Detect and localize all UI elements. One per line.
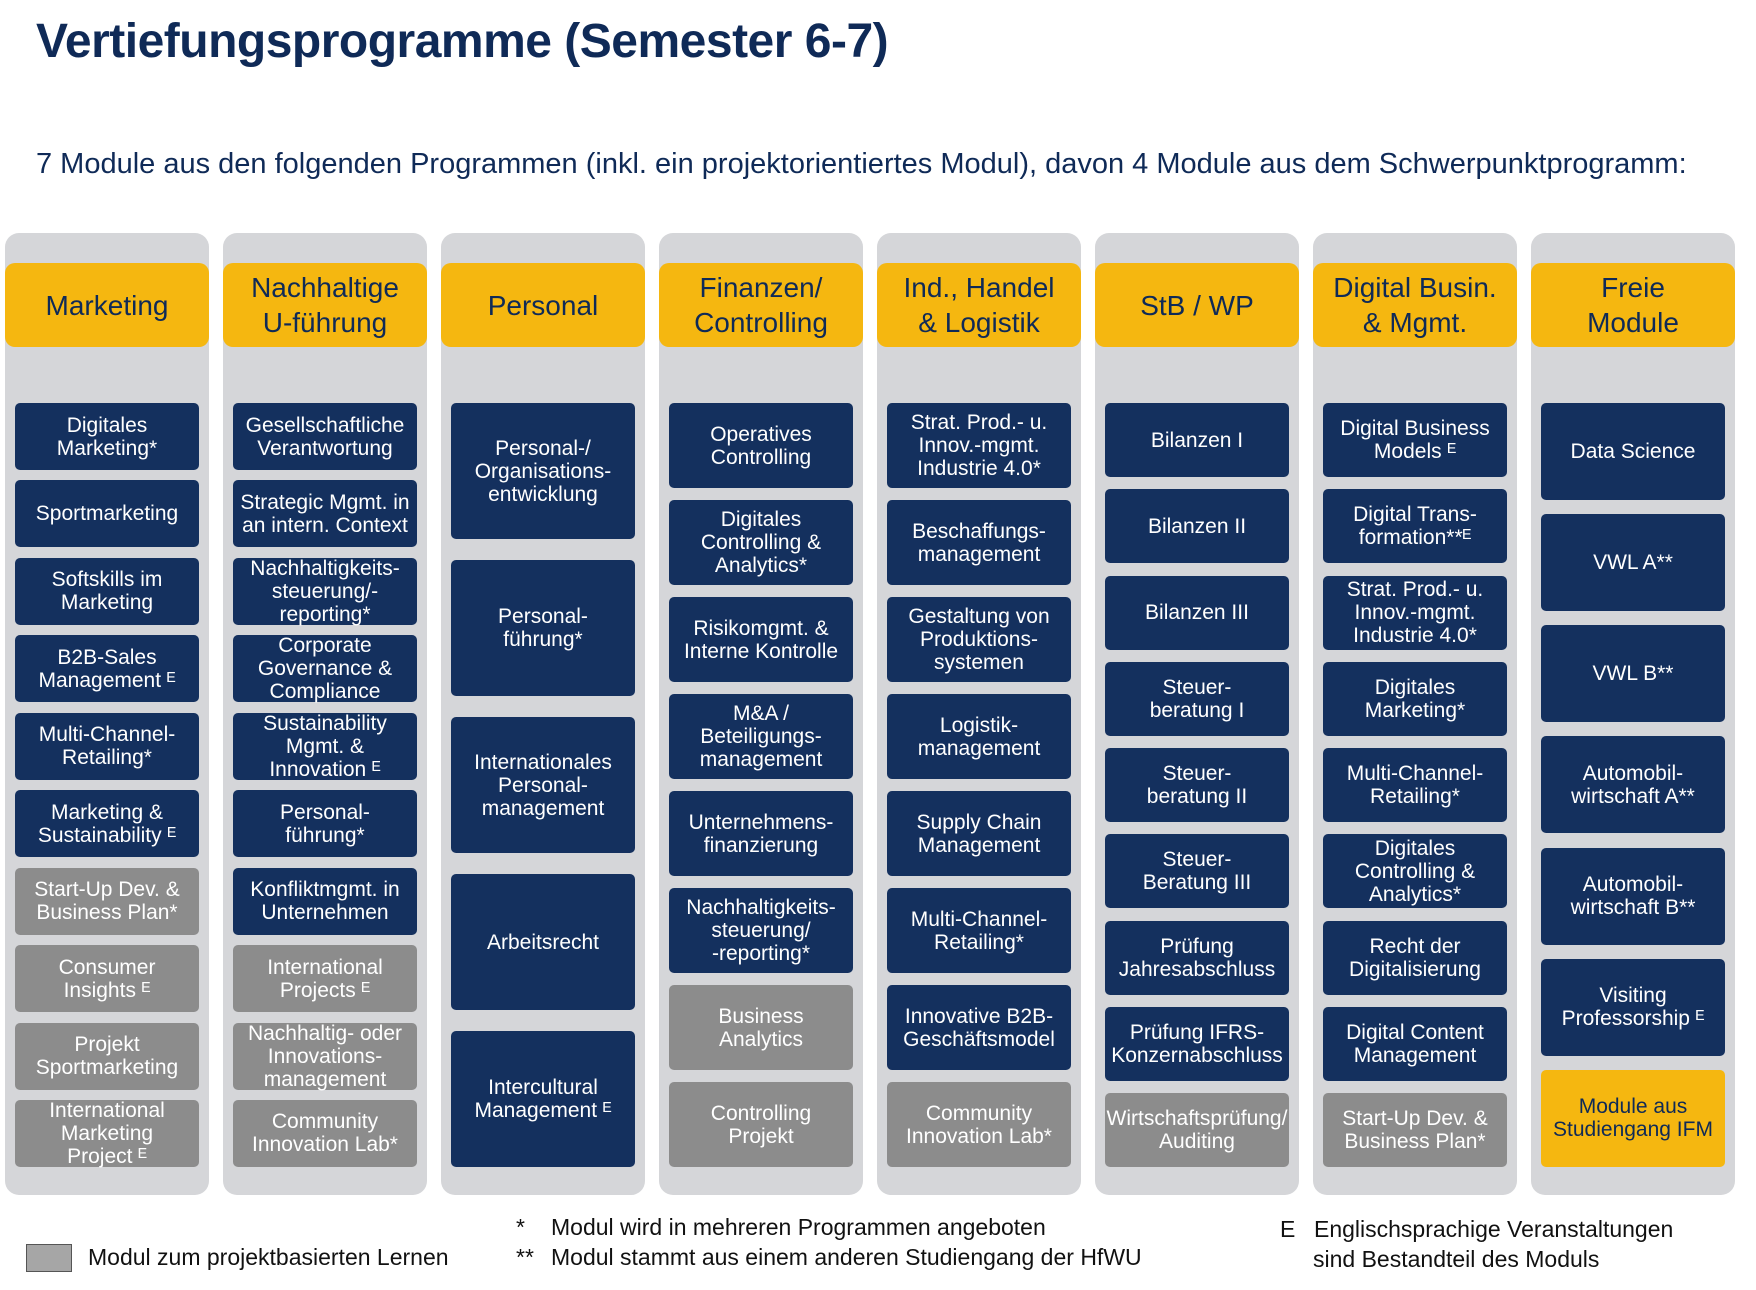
module-card: Personal-/ Organisations- entwicklung: [451, 403, 635, 539]
module-card: Strat. Prod.- u. Innov.-mgmt. Industrie 4.0*: [887, 403, 1071, 488]
module-card: Nachhaltigkeits- steuerung/ -reporting*: [669, 888, 853, 973]
legend-e-text-line1: Englischsprachige Veranstaltungen: [1314, 1216, 1674, 1242]
legend-project-label: Modul zum projektbasierten Lernen: [88, 1244, 449, 1270]
module-card: Marketing & Sustainability ᴱ: [15, 790, 199, 857]
module-list: [15, 403, 199, 1167]
program-column: [1313, 233, 1517, 1195]
module-card: VWL B**: [1541, 625, 1725, 722]
module-card: Personal- führung*: [233, 790, 417, 857]
module-card: Business Analytics: [669, 985, 853, 1070]
module-card: Unternehmens- finanzierung: [669, 791, 853, 876]
module-list: [451, 403, 635, 1167]
legend-e-text-line2: sind Bestandteil des Moduls: [1313, 1246, 1600, 1272]
module-card: Multi-Channel- Retailing*: [15, 713, 199, 780]
module-list: [1323, 403, 1507, 1167]
program-column: [223, 233, 427, 1195]
module-card: Arbeitsrecht: [451, 874, 635, 1010]
module-card: Start-Up Dev. & Business Plan*: [1323, 1093, 1507, 1167]
module-card: Module aus Studiengang IFM: [1541, 1070, 1725, 1167]
module-card: Gestaltung von Produktions- systemen: [887, 597, 1071, 682]
module-card: Corporate Governance & Compliance: [233, 635, 417, 702]
module-list: [1541, 403, 1725, 1167]
legend-star-text: Modul wird in mehreren Programmen angeboten: [551, 1214, 1046, 1240]
module-card: International Projects ᴱ: [233, 945, 417, 1012]
module-card: Digital Content Management: [1323, 1007, 1507, 1081]
module-card: Strategic Mgmt. in an intern. Context: [233, 480, 417, 547]
module-card: Digital Trans- formation**ᴱ: [1323, 489, 1507, 563]
module-card: Softskills im Marketing: [15, 558, 199, 625]
module-card: Recht der Digitalisierung: [1323, 921, 1507, 995]
module-card: Nachhaltigkeits- steuerung/- reporting*: [233, 558, 417, 625]
module-card: Community Innovation Lab*: [887, 1082, 1071, 1167]
module-card: VWL A**: [1541, 514, 1725, 611]
module-card: Digitales Controlling & Analytics*: [669, 500, 853, 585]
program-column: [659, 233, 863, 1195]
module-card: Operatives Controlling: [669, 403, 853, 488]
program-column: [1095, 233, 1299, 1195]
legend-double-star-text: Modul stammt aus einem anderen Studiengang der HfWU: [551, 1244, 1142, 1270]
module-card: Steuer- Beratung III: [1105, 834, 1289, 908]
module-card: Prüfung Jahresabschluss: [1105, 921, 1289, 995]
module-card: Digitales Marketing*: [1323, 662, 1507, 736]
program-header: Personal: [441, 263, 645, 347]
module-card: Innovative B2B- Geschäftsmodel: [887, 985, 1071, 1070]
module-card: Intercultural Management ᴱ: [451, 1031, 635, 1167]
module-card: Digital Business Models ᴱ: [1323, 403, 1507, 477]
program-header: Nachhaltige U-führung: [223, 263, 427, 347]
module-card: Multi-Channel- Retailing*: [887, 888, 1071, 973]
program-header: Marketing: [5, 263, 209, 347]
module-list: [233, 403, 417, 1167]
module-card: Nachhaltig- oder Innovations- management: [233, 1023, 417, 1090]
module-card: M&A / Beteiligungs- management: [669, 694, 853, 779]
module-card: International Marketing Project ᴱ: [15, 1100, 199, 1167]
module-card: Bilanzen I: [1105, 403, 1289, 477]
page-title: Vertiefungsprogramme (Semester 6-7): [36, 15, 889, 68]
program-header: Ind., Handel & Logistik: [877, 263, 1081, 347]
module-list: [669, 403, 853, 1167]
module-card: Steuer- beratung I: [1105, 662, 1289, 736]
module-list: [1105, 403, 1289, 1167]
module-card: Digitales Controlling & Analytics*: [1323, 834, 1507, 908]
module-card: Consumer Insights ᴱ: [15, 945, 199, 1012]
module-card: Steuer- beratung II: [1105, 748, 1289, 822]
module-card: Digitales Marketing*: [15, 403, 199, 470]
module-card: Supply Chain Management: [887, 791, 1071, 876]
module-card: Wirtschaftsprüfung/ Auditing: [1105, 1093, 1289, 1167]
module-card: Bilanzen II: [1105, 489, 1289, 563]
module-card: Gesellschaftliche Verantwortung: [233, 403, 417, 470]
legend-double-star-marker: **: [516, 1244, 534, 1270]
module-card: Internationales Personal- management: [451, 717, 635, 853]
page-subtitle: 7 Module aus den folgenden Programmen (inkl. ein projektorientiertes Modul), davon 4 Module aus dem Schwerpunktprogramm:: [36, 148, 1687, 180]
module-card: Strat. Prod.- u. Innov.-mgmt. Industrie 4.0*: [1323, 576, 1507, 650]
legend-e-marker: E: [1280, 1216, 1296, 1242]
module-card: Sustainability Mgmt. & Innovation ᴱ: [233, 713, 417, 780]
module-list: [887, 403, 1071, 1167]
program-header: Digital Busin. & Mgmt.: [1313, 263, 1517, 347]
module-card: Projekt Sportmarketing: [15, 1023, 199, 1090]
module-card: Visiting Professorship ᴱ: [1541, 959, 1725, 1056]
module-card: Community Innovation Lab*: [233, 1100, 417, 1167]
module-card: Multi-Channel- Retailing*: [1323, 748, 1507, 822]
module-card: Beschaffungs- management: [887, 500, 1071, 585]
module-card: Konfliktmgmt. in Unternehmen: [233, 868, 417, 935]
module-card: Start-Up Dev. & Business Plan*: [15, 868, 199, 935]
module-card: Automobil- wirtschaft B**: [1541, 848, 1725, 945]
module-card: Bilanzen III: [1105, 576, 1289, 650]
module-card: Controlling Projekt: [669, 1082, 853, 1167]
program-column: [877, 233, 1081, 1195]
legend-star-marker: *: [516, 1214, 525, 1240]
module-card: Automobil- wirtschaft A**: [1541, 736, 1725, 833]
program-header: Finanzen/ Controlling: [659, 263, 863, 347]
module-card: Logistik- management: [887, 694, 1071, 779]
module-card: Sportmarketing: [15, 480, 199, 547]
module-card: Prüfung IFRS- Konzernabschluss: [1105, 1007, 1289, 1081]
program-header: StB / WP: [1095, 263, 1299, 347]
program-column: [5, 233, 209, 1195]
module-card: B2B-Sales Management ᴱ: [15, 635, 199, 702]
program-column: [441, 233, 645, 1195]
program-header: Freie Module: [1531, 263, 1735, 347]
program-column: [1531, 233, 1735, 1195]
module-card: Risikomgmt. & Interne Kontrolle: [669, 597, 853, 682]
legend-project-swatch: [26, 1244, 72, 1272]
module-card: Data Science: [1541, 403, 1725, 500]
module-card: Personal- führung*: [451, 560, 635, 696]
